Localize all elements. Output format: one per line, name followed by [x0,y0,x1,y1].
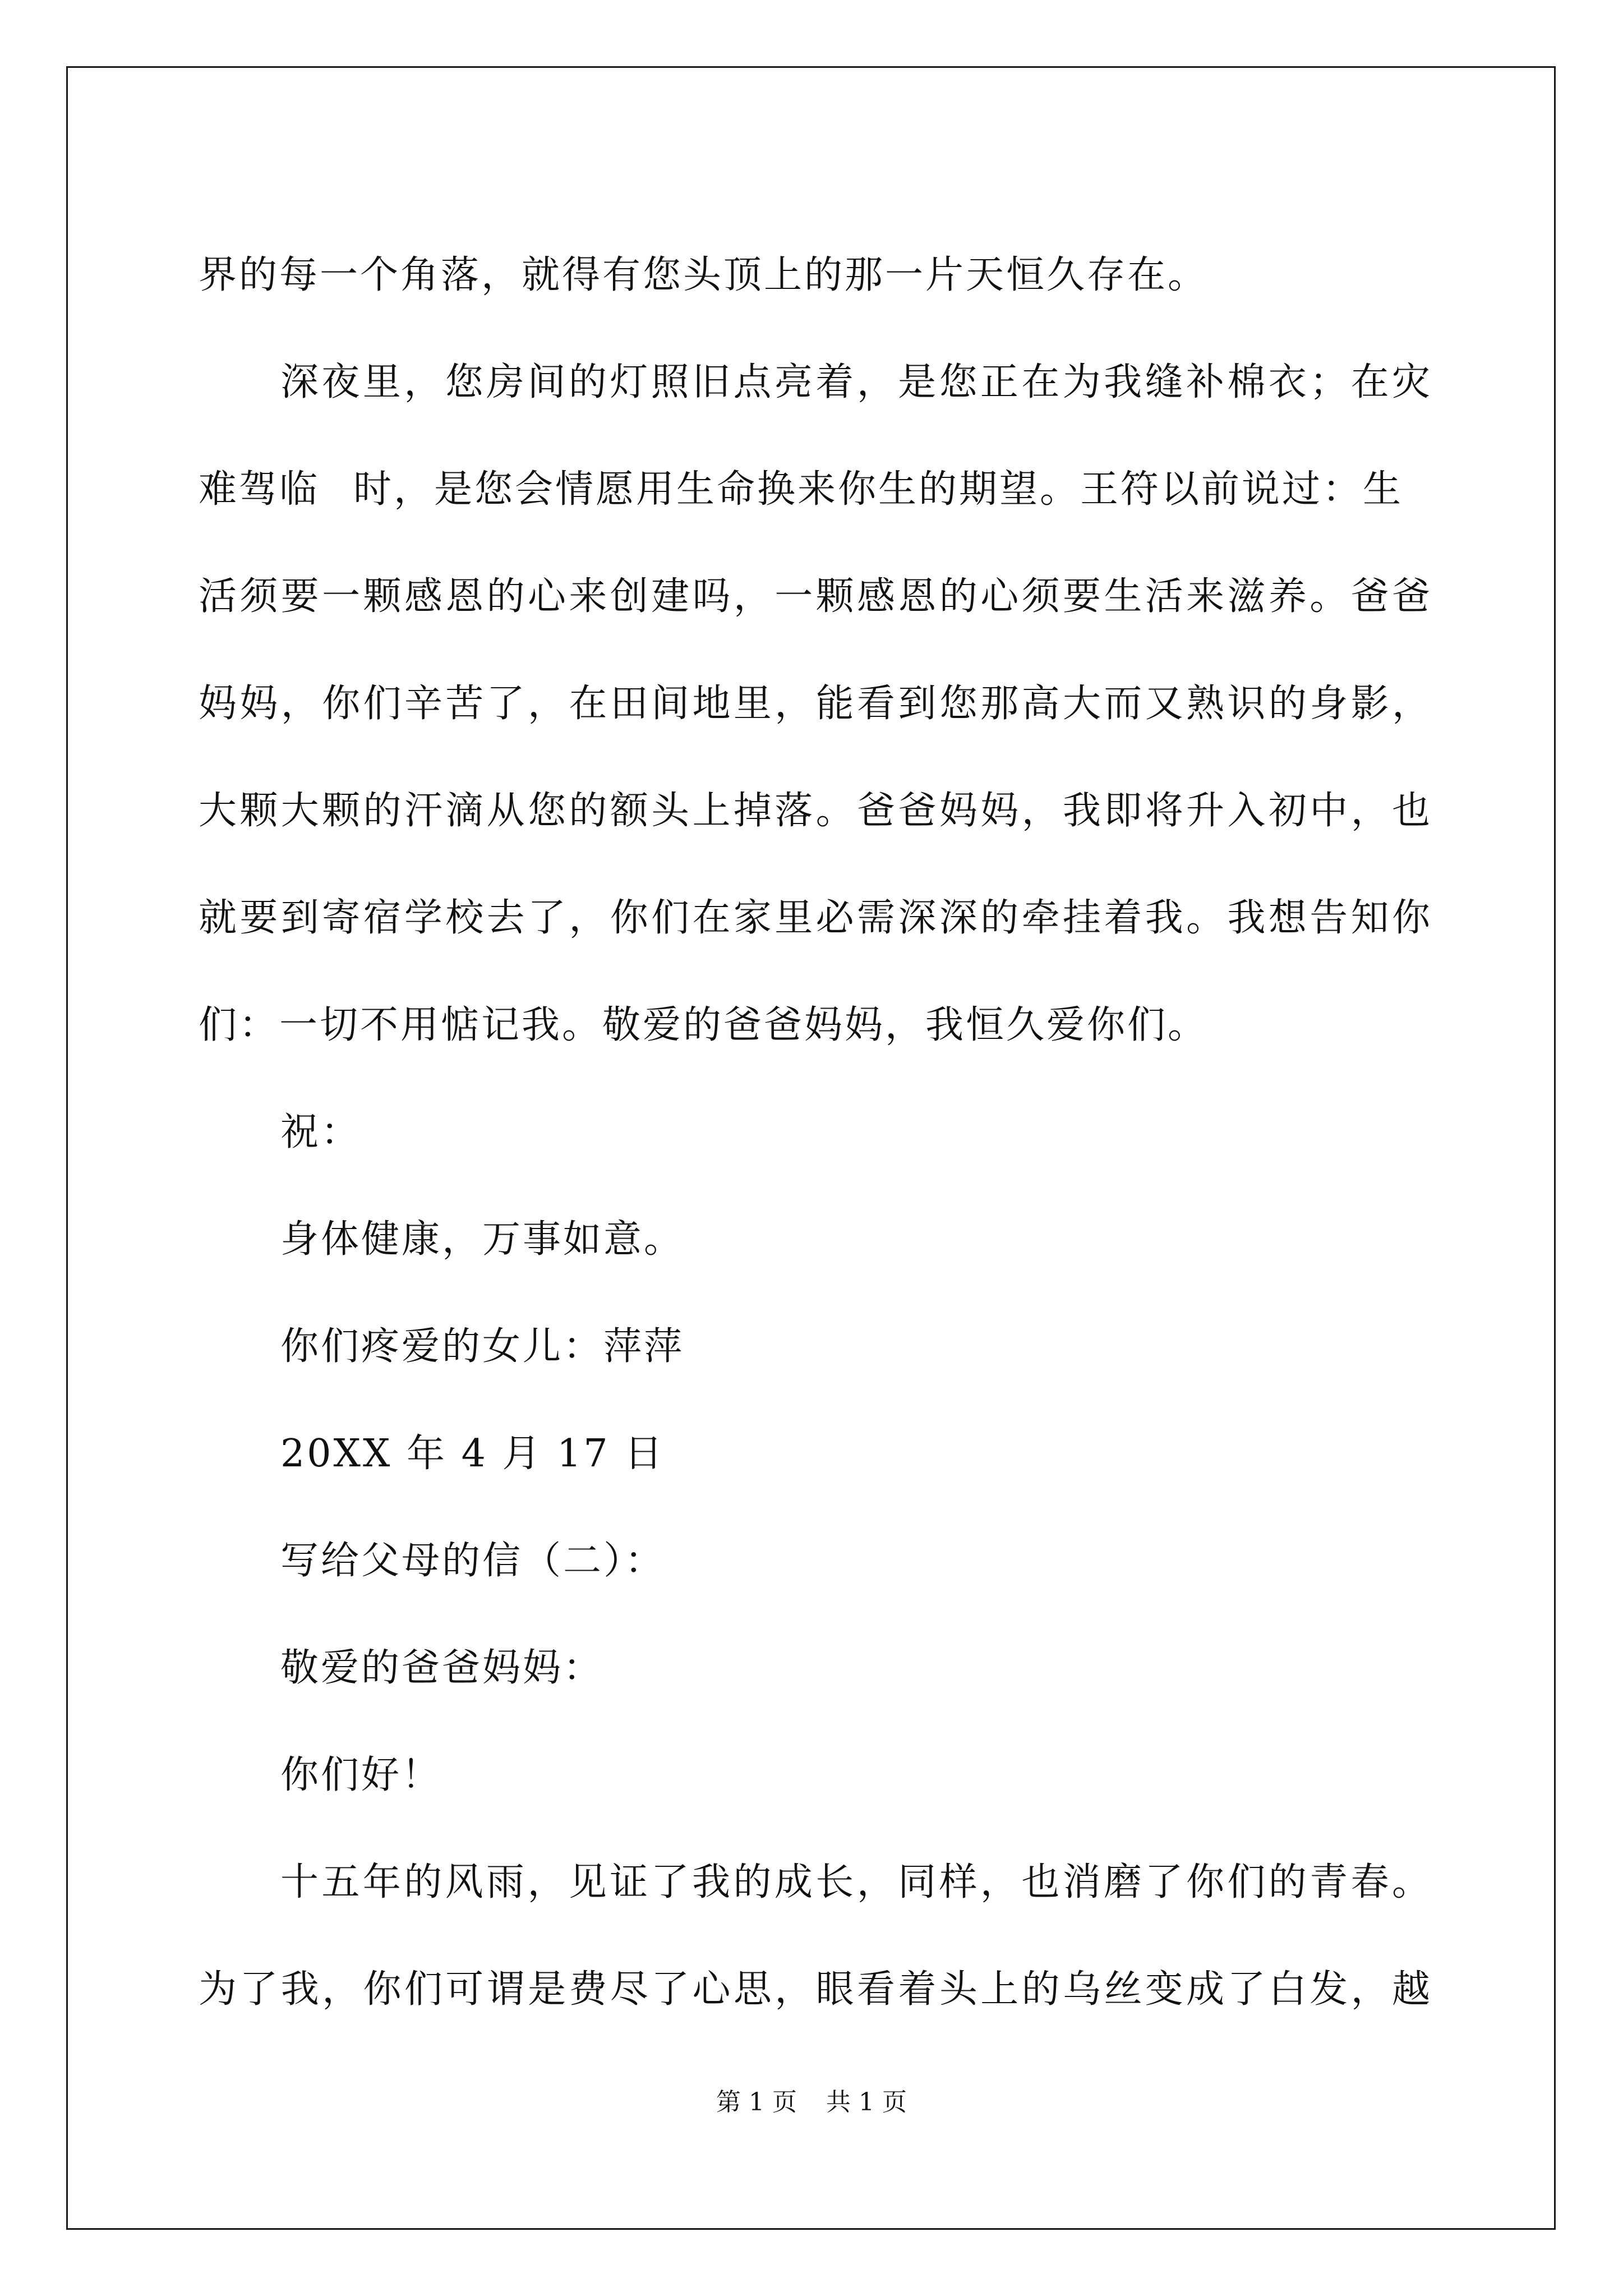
text-line [199,436,1432,543]
text-line: 界的每一个角落，就得有您头顶上的那一片天恒久存在。 [199,253,1209,297]
text-line: 深夜里，您房间的灯照旧点亮着，是您正在为我缝补棉衣；在灾 [280,360,1432,404]
document-body [199,222,1432,2043]
text-line: 大颗大颗的汗滴从您的额头上掉落。爸爸妈妈，我即将升入初中，也 [199,789,1432,833]
text-fragment: 难驾临 [199,467,320,512]
salutation-line: 祝： [280,1110,362,1154]
text-line: 就要到寄宿学校去了，你们在家里必需深深的牵挂着我。我想告知你 [199,896,1432,940]
text-line: 为了我，你们可谓是费尽了心思，眼看着头上的乌丝变成了白发，越 [199,1967,1432,2012]
date-line: 20XX 年 4 月 17 日 [280,1432,665,1476]
signature-line: 你们疼爱的女儿：萍萍 [280,1324,685,1369]
page-number-total: 共 1 页 [826,2088,907,2116]
text-fragment: 时，是您会情愿用生命换来你生的期望。王符以前说过：生 [353,467,1404,512]
page-number-current: 第 1 页 [716,2088,797,2116]
text-line: 活须要一颗感恩的心来创建吗，一颗感恩的心须要生活来滋养。爸爸 [199,574,1432,619]
wish-line: 身体健康，万事如意。 [280,1217,685,1262]
page-footer [0,2086,1623,2119]
greeting-line: 你们好！ [280,1753,442,1797]
greeting-line: 敬爱的爸爸妈妈： [280,1646,604,1690]
text-line: 十五年的风雨，见证了我的成长，同样，也消磨了你们的青春。 [280,1860,1432,1904]
section-title: 写给父母的信（二）： [280,1539,666,1583]
text-line: 们：一切不用惦记我。敬爱的爸爸妈妈，我恒久爱你们。 [199,1003,1209,1047]
text-line: 妈妈，你们辛苦了，在田间地里，能看到您那高大而又熟识的身影， [199,682,1432,726]
